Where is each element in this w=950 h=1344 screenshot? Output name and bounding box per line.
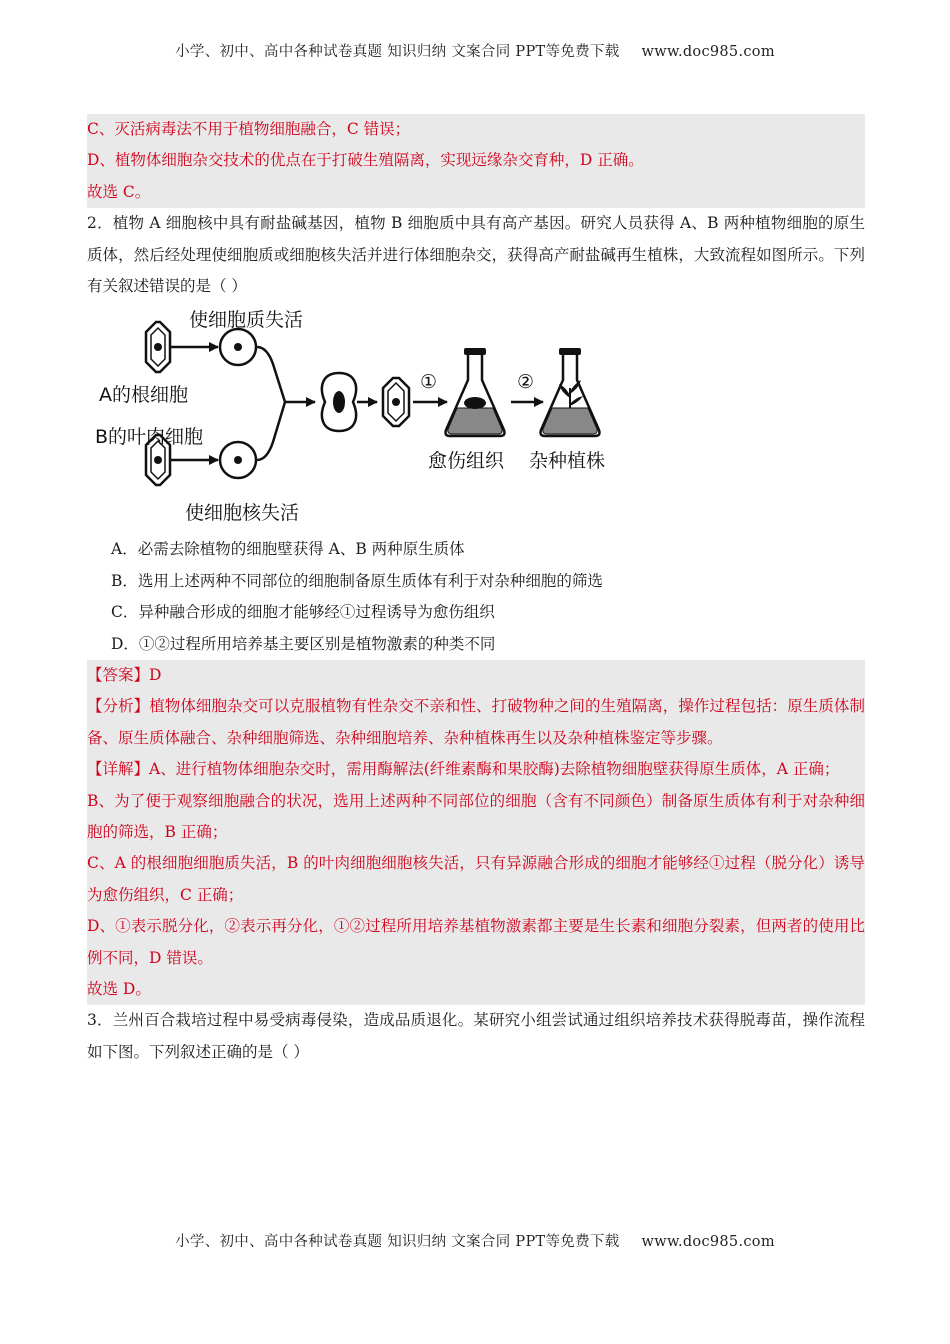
analysis-text: 植物体细胞杂交可以克服植物有性杂交不亲和性、打破物种之间的生殖隔离，操作过程包括：原生质体制备、原生质体融合、杂种细胞筛选、杂种细胞培养、杂种植株再生以及杂种植株鉴定等步骤。 bbox=[87, 697, 865, 747]
label-inactivate-cytoplasm: 使细胞质失活 bbox=[189, 309, 304, 332]
option-b: B．选用上述两种不同部位的细胞制备原生质体有利于对杂种细胞的筛选 bbox=[111, 571, 603, 590]
analysis-paragraph bbox=[87, 691, 865, 754]
detail-tag: 【详解】 bbox=[87, 760, 150, 779]
question-2-stem: 2．植物 A 细胞核中具有耐盐碱基因，植物 B 细胞质中具有高产基因。研究人员获得 A、B 两种植物细胞的原生质体，然后经处理使细胞质或细胞核失活并进行体细胞杂交，获得高产耐盐碱再生植株，大致流程如图所示。下列有关叙述错误的是（ ） bbox=[87, 214, 865, 295]
explanation-block bbox=[87, 660, 865, 1005]
header-text: 小学、初中、高中各种试卷真题 知识归纳 文案合同 PPT等免费下载 bbox=[175, 44, 620, 60]
page-content bbox=[87, 114, 865, 1068]
option-d: D．①②过程所用培养基主要区别是植物激素的种类不同 bbox=[111, 634, 496, 653]
option-a: A．必需去除植物的细胞壁获得 A、B 两种原生质体 bbox=[111, 540, 465, 559]
label-step-1: ① bbox=[420, 371, 438, 394]
protoplast-a-icon bbox=[220, 329, 256, 365]
hybrid-cell-icon bbox=[383, 378, 409, 426]
prev-answer-pick: 故选 C。 bbox=[87, 182, 151, 201]
prev-detail-d: D、植物体细胞杂交技术的优点在于打破生殖隔离，实现远缘杂交育种，D 正确。 bbox=[87, 151, 644, 170]
detail-b-paragraph: B、为了便于观察细胞融合的状况，选用上述两种不同部位的细胞（含有不同颜色）制备原生质体有利于对杂种细胞的筛选，B 正确； bbox=[87, 791, 865, 841]
label-callus: 愈伤组织 bbox=[428, 450, 505, 473]
callus-flask-icon bbox=[446, 348, 505, 436]
analysis-tag: 【分析】 bbox=[87, 697, 150, 716]
prev-detail-c: C、灭活病毒法不用于植物细胞融合，C 错误； bbox=[87, 120, 411, 138]
page-header bbox=[0, 40, 950, 61]
protoplast-b-icon bbox=[220, 442, 256, 478]
flow-diagram bbox=[87, 302, 865, 534]
detail-a-paragraph bbox=[87, 754, 865, 785]
label-inactivate-nucleus: 使细胞核失活 bbox=[185, 502, 300, 525]
detail-a-text: A、进行植物体细胞杂交时，需用酶解法(纤维素酶和果胶酶)去除植物细胞壁获得原生质体，A 正确； bbox=[149, 760, 840, 779]
root-cell-icon bbox=[146, 322, 170, 372]
fusion-cell-icon bbox=[322, 373, 356, 431]
hybrid-plant-flask-icon bbox=[541, 348, 600, 436]
header-site: www.doc985.com bbox=[641, 44, 775, 60]
question-3-stem: 3．兰州百合栽培过程中易受病毒侵染，造成品质退化。某研究小组尝试通过组织培养技术获得脱毒苗，操作流程如下图。下列叙述正确的是（ ） bbox=[87, 1011, 865, 1061]
label-hybrid-plant: 杂种植株 bbox=[529, 450, 606, 473]
footer-site: www.doc985.com bbox=[641, 1234, 775, 1250]
prev-explanation-block bbox=[87, 114, 865, 208]
label-step-2: ② bbox=[517, 371, 535, 394]
merge-bracket bbox=[257, 347, 285, 460]
detail-d-paragraph: D、①表示脱分化，②表示再分化，①②过程所用培养基植物激素都主要是生长素和细胞分裂素，但两者的使用比例不同，D 错误。 bbox=[87, 917, 865, 967]
label-root-cell: A的根细胞 bbox=[99, 384, 188, 407]
answer-line: 【答案】D bbox=[87, 665, 162, 684]
page-footer bbox=[0, 1230, 950, 1251]
detail-c-paragraph: C、A 的根细胞细胞质失活，B 的叶肉细胞细胞核失活，只有异源融合形成的细胞才能够经①过程（脱分化）诱导为愈伤组织，C 正确； bbox=[87, 854, 865, 904]
answer-pick: 故选 D。 bbox=[87, 980, 151, 998]
label-leaf-cell: B的叶肉细胞 bbox=[95, 426, 204, 449]
footer-text: 小学、初中、高中各种试卷真题 知识归纳 文案合同 PPT等免费下载 bbox=[175, 1234, 620, 1250]
option-c: C．异种融合形成的细胞才能够经①过程诱导为愈伤组织 bbox=[111, 603, 495, 622]
